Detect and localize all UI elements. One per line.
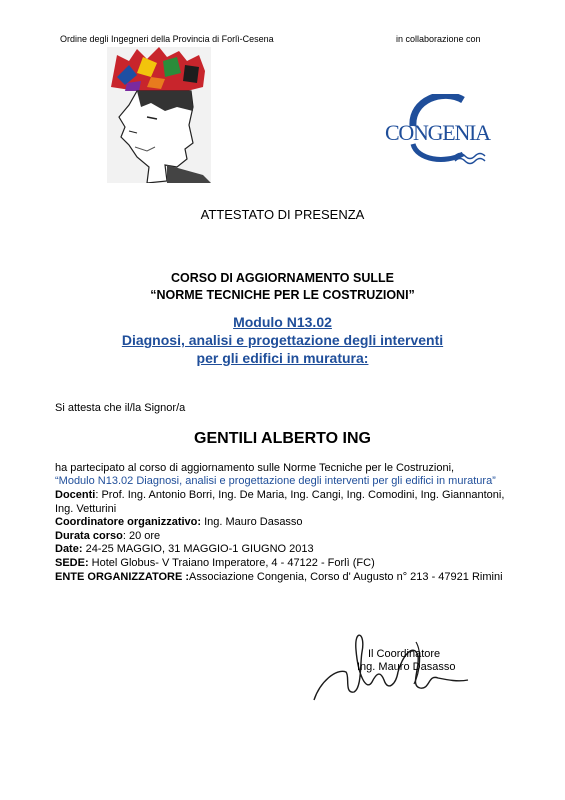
signature-name: Ing. Mauro Dasasso xyxy=(357,661,456,673)
organizer-value: Associazione Congenia, Corso d' Augusto n° 213 - 47921 Rimini xyxy=(189,571,503,583)
congenia-logo xyxy=(385,94,495,166)
header-right-text: in collaborazione con xyxy=(396,34,481,44)
coordinator-line xyxy=(55,516,525,530)
teachers-label: Docenti xyxy=(55,489,96,501)
module-line3-wrap xyxy=(0,350,565,368)
coordinator-label: Coordinatore organizzativo: xyxy=(55,516,202,528)
module-line2-wrap xyxy=(0,332,565,350)
course-title-line2: “NORME TECNICHE PER LE COSTRUZIONI” xyxy=(150,288,415,302)
venue-line xyxy=(55,557,525,571)
duration-line xyxy=(55,530,525,544)
date-value: 24-25 MAGGIO, 31 MAGGIO-1 GIUGNO 2013 xyxy=(82,543,314,555)
duration-value: : 20 ore xyxy=(122,530,161,542)
certificate-title: ATTESTATO DI PRESENZA xyxy=(200,207,365,222)
order-engineers-logo xyxy=(107,47,211,183)
duration-label: Durata corso xyxy=(55,530,123,542)
participation-text: ha partecipato al corso di aggiornamento sulle Norme Tecniche per le Costruzioni, xyxy=(55,462,455,474)
organizer-line xyxy=(55,571,525,585)
header-left-text: Ordine degli Ingegneri della Provincia di Forlì-Cesena xyxy=(60,34,274,44)
module-quote: “Modulo N13.02 Diagnosi, analisi e progettazione degli interventi per gli edifici in muratura” xyxy=(55,475,496,487)
venue-value: Hotel Globus- V Traiano Imperatore, 4 - 47122 - Forlì (FC) xyxy=(88,557,375,569)
module-line3: per gli edifici in muratura: xyxy=(196,350,369,366)
module-line1: Modulo N13.02 xyxy=(233,314,332,330)
date-label: Date: xyxy=(55,543,83,555)
teachers-line xyxy=(55,489,525,516)
date-line xyxy=(55,543,525,557)
module-line1-wrap xyxy=(0,314,565,332)
course-title-line1: CORSO DI AGGIORNAMENTO SULLE xyxy=(171,271,394,285)
signature-role: Il Coordinatore xyxy=(368,648,441,660)
coordinator-value: Ing. Mauro Dasasso xyxy=(201,516,303,528)
venue-label: SEDE: xyxy=(55,557,89,569)
teachers-value: : Prof. Ing. Antonio Borri, Ing. De Maria, Ing. Cangi, Ing. Comodini, Ing. Giannantoni, Ing. Vetturini xyxy=(55,489,505,515)
organizer-label: ENTE ORGANIZZATORE : xyxy=(55,571,190,583)
module-line2: Diagnosi, analisi e progettazione degli interventi xyxy=(121,332,444,348)
attestation-text: Si attesta che il/la Signor/a xyxy=(55,402,186,414)
svg-text:CONGENIA: CONGENIA xyxy=(385,120,491,145)
participant-name: GENTILI ALBERTO ING xyxy=(194,430,371,447)
